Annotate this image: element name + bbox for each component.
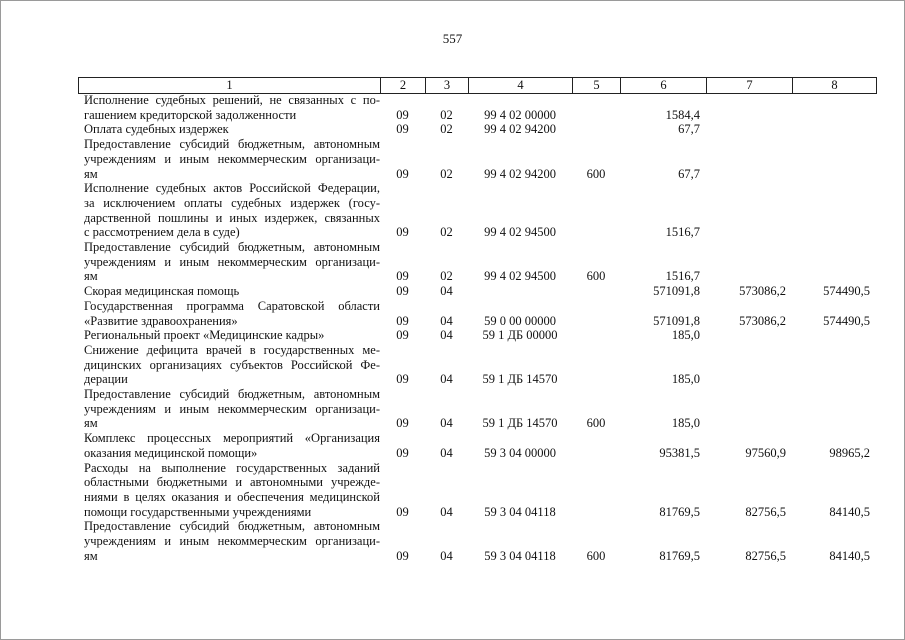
row-description: [78, 431, 380, 460]
table-row: [78, 122, 875, 137]
description-line: Исполнение судебных решений, не связанных с по-: [84, 93, 380, 107]
row-description: [78, 284, 380, 299]
description-line: учреждениям и иным некоммерческим организаци-: [84, 254, 380, 269]
header-col-8: 8: [831, 78, 838, 92]
table-row: [78, 328, 875, 343]
table-row: [78, 137, 875, 181]
cell-c7: 82756,5: [745, 548, 786, 563]
page-number: 557: [442, 31, 463, 46]
header-col-4: 4: [469, 78, 573, 93]
cell-c3: 02: [440, 107, 453, 122]
table-row: [78, 343, 875, 387]
table-row: [78, 461, 875, 520]
cell-c4: 59 3 04 04118: [484, 504, 556, 519]
description-line: Оплата судебных издержек: [84, 122, 229, 137]
cell-c4: 59 0 00 00000: [484, 313, 556, 328]
table-row: [78, 299, 875, 328]
cell-c4: 59 3 04 00000: [484, 445, 556, 460]
cell-c2: 09: [396, 269, 409, 284]
cell-c4: 59 1 ДБ 00000: [482, 328, 558, 343]
description-line: за исключением оплаты судебных издержек (госу-: [84, 195, 380, 210]
table-row: [78, 240, 875, 284]
cell-c2: 09: [396, 328, 409, 343]
cell-c6: 95381,5: [659, 445, 700, 460]
row-description: [78, 328, 380, 343]
cell-c4: 59 1 ДБ 14570: [482, 372, 558, 387]
cell-c2: 09: [396, 504, 409, 519]
description-line: помощи государственными учреждениями: [84, 504, 312, 519]
cell-c5: 600: [586, 269, 606, 284]
header-col-3: 3: [426, 78, 469, 93]
table-row: [78, 387, 875, 431]
cell-c3: 04: [440, 313, 453, 328]
cell-c2: 09: [396, 313, 409, 328]
cell-c8: 574490,5: [823, 284, 870, 299]
header-col-7: 7: [707, 78, 793, 93]
cell-c2: 09: [396, 372, 409, 387]
description-line: Снижение дефицита врачей в государственных ме-: [84, 342, 380, 357]
row-description: [78, 461, 380, 520]
cell-c3: 04: [440, 372, 453, 387]
cell-c6: 185,0: [671, 372, 700, 387]
cell-c3: 04: [440, 416, 453, 431]
cell-c4: 59 1 ДБ 14570: [482, 416, 558, 431]
cell-c3: 04: [440, 445, 453, 460]
row-description: [78, 343, 380, 387]
table-row: [78, 284, 875, 299]
cell-c6: 67,7: [678, 166, 700, 181]
description-line: с рассмотрением дела в суде): [84, 225, 240, 240]
cell-c3: 02: [440, 166, 453, 181]
description-line: ям: [84, 269, 98, 284]
cell-c2: 09: [396, 416, 409, 431]
description-line: учреждениям и иным некоммерческим организаци-: [84, 401, 380, 416]
table-header: [78, 77, 877, 94]
description-line: ям: [84, 166, 98, 181]
description-line: Комплекс процессных мероприятий «Организация: [84, 431, 380, 446]
row-description: [78, 299, 380, 328]
description-line: Расходы на выполнение государственных заданий: [84, 460, 380, 475]
description-line: Предоставление субсидий бюджетным, автономным: [84, 387, 380, 402]
cell-c3: 02: [440, 225, 453, 240]
cell-c6: 571091,8: [653, 284, 700, 299]
description-line: учреждениям и иным некоммерческим организаци-: [84, 534, 380, 549]
cell-c6: 81769,5: [659, 548, 700, 563]
header-col-1: 1: [79, 78, 381, 93]
description-line: Региональный проект «Медицинские кадры»: [84, 328, 325, 343]
table-body: [78, 93, 875, 564]
cell-c4: 99 4 02 94200: [484, 122, 556, 137]
cell-c3: 04: [440, 284, 453, 299]
cell-c6: 185,0: [671, 328, 700, 343]
cell-c2: 09: [396, 284, 409, 299]
description-line: гашением кредиторской задолженности: [84, 107, 297, 122]
cell-c4: 59 3 04 04118: [484, 548, 556, 563]
cell-c3: 04: [440, 328, 453, 343]
cell-c5: 600: [586, 416, 606, 431]
cell-c6: 571091,8: [653, 313, 700, 328]
cell-c6: 185,0: [671, 416, 700, 431]
cell-c4: 99 4 02 94200: [484, 166, 556, 181]
cell-c7: 82756,5: [745, 504, 786, 519]
description-line: ям: [84, 416, 98, 431]
description-line: дарственной пошлины и иных издержек, связанных: [84, 210, 380, 225]
description-line: областными бюджетными и автономными учрежде-: [84, 475, 380, 490]
description-line: Предоставление субсидий бюджетным, автономным: [84, 519, 380, 534]
cell-c7: 573086,2: [739, 313, 786, 328]
table-row: [78, 181, 875, 240]
cell-c5: 600: [586, 548, 606, 563]
description-line: Предоставление субсидий бюджетным, автономным: [84, 240, 380, 255]
cell-c6: 1516,7: [665, 269, 700, 284]
cell-c4: 99 4 02 94500: [484, 225, 556, 240]
cell-c3: 04: [440, 548, 453, 563]
description-line: ниями в целях оказания и обеспечения медицинской: [84, 489, 380, 504]
table-row: [78, 93, 875, 122]
description-line: Исполнение судебных актов Российской Федерации,: [84, 181, 380, 196]
description-line: дицинских организациях субъектов Российской Фе-: [84, 357, 380, 372]
cell-c3: 02: [440, 269, 453, 284]
description-line: учреждениям и иным некоммерческим организаци-: [84, 151, 380, 166]
cell-c2: 09: [396, 107, 409, 122]
cell-c4: 99 4 02 00000: [484, 107, 556, 122]
cell-c8: 84140,5: [829, 504, 870, 519]
cell-c2: 09: [396, 445, 409, 460]
cell-c7: 573086,2: [739, 284, 786, 299]
table-row: [78, 519, 875, 563]
cell-c3: 02: [440, 122, 453, 137]
description-line: дерации: [84, 372, 128, 387]
row-description: [78, 122, 380, 137]
cell-c2: 09: [396, 166, 409, 181]
header-col-6: 6: [621, 78, 707, 93]
cell-c2: 09: [396, 225, 409, 240]
row-description: [78, 519, 380, 563]
cell-c6: 67,7: [678, 122, 700, 137]
description-line: ям: [84, 548, 98, 563]
description-line: «Развитие здравоохранения»: [84, 313, 238, 328]
row-description: [78, 240, 380, 284]
cell-c2: 09: [396, 548, 409, 563]
row-description: [78, 93, 380, 122]
cell-c5: 600: [586, 166, 606, 181]
description-line: Государственная программа Саратовской области: [84, 298, 380, 313]
description-line: Предоставление субсидий бюджетным, автономным: [84, 137, 380, 152]
description-line: Скорая медицинская помощь: [84, 284, 240, 299]
cell-c6: 81769,5: [659, 504, 700, 519]
row-description: [78, 387, 380, 431]
row-description: [78, 137, 380, 181]
header-col-5: 5: [573, 78, 621, 93]
cell-c3: 04: [440, 504, 453, 519]
description-line: оказания медицинской помощи»: [84, 445, 258, 460]
cell-c4: 99 4 02 94500: [484, 269, 556, 284]
cell-c8: 98965,2: [829, 445, 870, 460]
table-row: [78, 431, 875, 460]
cell-c2: 09: [396, 122, 409, 137]
cell-c7: 97560,9: [745, 445, 786, 460]
cell-c6: 1584,4: [665, 107, 700, 122]
row-description: [78, 181, 380, 240]
header-col-2: 2: [381, 78, 426, 93]
cell-c8: 84140,5: [829, 548, 870, 563]
cell-c6: 1516,7: [665, 225, 700, 240]
cell-c8: 574490,5: [823, 313, 870, 328]
